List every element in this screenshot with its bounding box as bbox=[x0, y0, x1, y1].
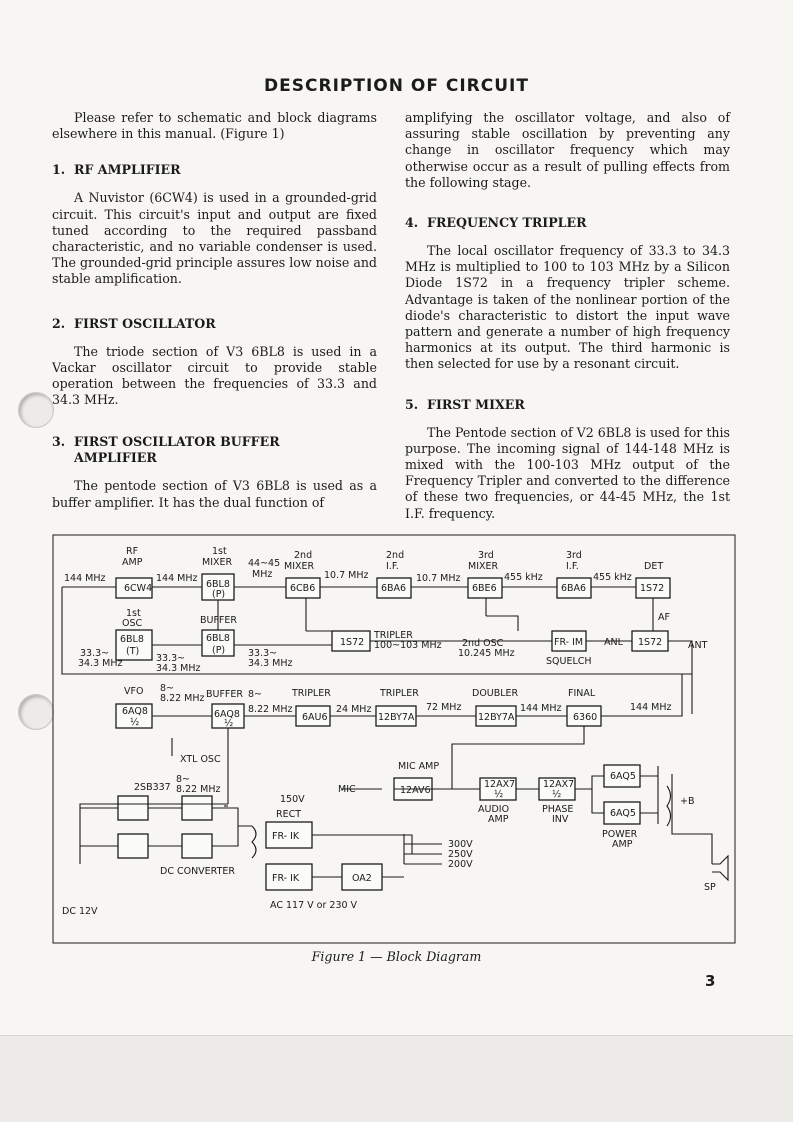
svg-text:ANT: ANT bbox=[688, 640, 708, 651]
svg-text:RECT: RECT bbox=[276, 809, 302, 820]
block-diagram bbox=[52, 534, 736, 944]
section-body: A Nuvistor (6CW4) is used in a grounded-grid circuit. This circuit's input and output are fixed tuned according to the required passband characteristic, and no variable condenser is used. The grounded-grid principle assures low noise and stable amplification. bbox=[52, 190, 377, 287]
svg-text:ANL: ANL bbox=[604, 637, 623, 648]
svg-text:6AU6: 6AU6 bbox=[302, 712, 328, 723]
svg-text:OA2: OA2 bbox=[352, 873, 372, 884]
svg-text:AUDIO: AUDIO bbox=[478, 804, 510, 815]
svg-text:34.3 MHz: 34.3 MHz bbox=[156, 663, 201, 674]
section-heading: 2. FIRST OSCILLATOR bbox=[52, 315, 216, 331]
svg-text:AF: AF bbox=[658, 612, 670, 623]
svg-text:1st: 1st bbox=[126, 608, 141, 619]
svg-text:6AQ8: 6AQ8 bbox=[214, 709, 240, 720]
svg-text:8~: 8~ bbox=[160, 683, 175, 694]
page-title: DESCRIPTION OF CIRCUIT bbox=[264, 76, 529, 96]
svg-text:TRIPLER: TRIPLER bbox=[292, 688, 331, 699]
svg-text:6AQ5: 6AQ5 bbox=[610, 771, 636, 782]
section-body: The local oscillator frequency of 33.3 to 34.3 MHz is multiplied to 100 to 103 MHz by a Silicon Diode 1S72 in a frequency tripler scheme. Advantage is taken of the nonlinear portion of the diode's characteristic to distort the input wave pattern and generate a number of high frequency harmonics at its output. The third harmonic is then selected for use by a resonant circuit. bbox=[405, 243, 730, 372]
right-column bbox=[405, 110, 730, 536]
svg-text:½: ½ bbox=[494, 789, 504, 800]
svg-text:8.22 MHz: 8.22 MHz bbox=[248, 704, 293, 715]
svg-text:DC CONVERTER: DC CONVERTER bbox=[160, 866, 236, 877]
svg-text:1st: 1st bbox=[212, 546, 227, 557]
svg-text:34.3 MHz: 34.3 MHz bbox=[248, 658, 293, 669]
svg-text:12AX7: 12AX7 bbox=[543, 779, 575, 790]
svg-text:AMP: AMP bbox=[122, 557, 143, 568]
svg-text:FR- IK: FR- IK bbox=[272, 831, 300, 842]
svg-text:3rd: 3rd bbox=[566, 550, 582, 561]
svg-text:6BA6: 6BA6 bbox=[561, 583, 587, 594]
svg-text:10.7 MHz: 10.7 MHz bbox=[416, 573, 461, 584]
svg-text:12AV6: 12AV6 bbox=[400, 785, 431, 796]
svg-text:34.3 MHz: 34.3 MHz bbox=[78, 658, 123, 669]
svg-text:6AQ8: 6AQ8 bbox=[122, 706, 148, 717]
svg-text:INV: INV bbox=[552, 814, 569, 825]
svg-text:BUFFER: BUFFER bbox=[206, 689, 244, 700]
svg-text:MIC: MIC bbox=[338, 784, 356, 795]
svg-text:6BL8: 6BL8 bbox=[206, 579, 230, 590]
svg-text:½: ½ bbox=[224, 718, 234, 729]
svg-text:6CB6: 6CB6 bbox=[290, 583, 316, 594]
svg-text:MIXER: MIXER bbox=[202, 557, 233, 568]
svg-text:½: ½ bbox=[552, 789, 562, 800]
svg-text:I.F.: I.F. bbox=[386, 561, 399, 572]
svg-text:144 MHz: 144 MHz bbox=[630, 702, 672, 713]
svg-text:TRIPLER: TRIPLER bbox=[374, 630, 413, 641]
punch-hole bbox=[18, 694, 54, 730]
svg-text:½: ½ bbox=[130, 717, 140, 728]
svg-text:6BE6: 6BE6 bbox=[472, 583, 497, 594]
svg-text:33.3~: 33.3~ bbox=[80, 648, 110, 659]
svg-text:PHASE: PHASE bbox=[542, 804, 574, 815]
svg-text:2nd: 2nd bbox=[386, 550, 405, 561]
svg-text:300V: 300V bbox=[448, 839, 473, 850]
section-heading: 5. FIRST MIXER bbox=[405, 396, 525, 412]
svg-text:MHz: MHz bbox=[252, 569, 273, 580]
svg-text:6AQ5: 6AQ5 bbox=[610, 808, 636, 819]
intro-paragraph: Please refer to schematic and block diagrams elsewhere in this manual. (Figure 1) bbox=[52, 110, 377, 142]
svg-text:2nd OSC: 2nd OSC bbox=[462, 638, 504, 649]
svg-text:200V: 200V bbox=[448, 859, 473, 870]
svg-text:6BL8: 6BL8 bbox=[120, 634, 144, 645]
section-body: The pentode section of V3 6BL8 is used as a buffer amplifier. It has the dual function of bbox=[52, 478, 377, 510]
svg-text:OSC: OSC bbox=[122, 618, 143, 629]
svg-text:44~45: 44~45 bbox=[248, 558, 281, 569]
svg-text:6360: 6360 bbox=[573, 712, 598, 723]
svg-text:150V: 150V bbox=[280, 794, 305, 805]
svg-text:(T): (T) bbox=[126, 646, 140, 657]
svg-text:144 MHz: 144 MHz bbox=[64, 573, 106, 584]
svg-text:VFO: VFO bbox=[124, 686, 144, 697]
svg-text:3rd: 3rd bbox=[478, 550, 494, 561]
svg-text:(P): (P) bbox=[212, 645, 226, 656]
svg-text:POWER: POWER bbox=[602, 829, 638, 840]
svg-text:XTL OSC: XTL OSC bbox=[180, 754, 221, 765]
svg-text:AC 117 V or 230 V: AC 117 V or 230 V bbox=[270, 900, 358, 911]
svg-text:8~: 8~ bbox=[248, 689, 263, 700]
svg-text:8~: 8~ bbox=[176, 774, 191, 785]
svg-text:33.3~: 33.3~ bbox=[248, 648, 278, 659]
svg-text:SP: SP bbox=[704, 882, 716, 893]
section-heading: 3. FIRST OSCILLATOR BUFFER AMPLIFIER bbox=[52, 434, 280, 466]
svg-text:2nd: 2nd bbox=[294, 550, 313, 561]
svg-text:1S72: 1S72 bbox=[640, 583, 665, 594]
svg-text:FINAL: FINAL bbox=[568, 688, 596, 699]
svg-text:(P): (P) bbox=[212, 589, 226, 600]
continued-paragraph: amplifying the oscillator voltage, and also of assuring stable oscillation by preventing any change in oscillator frequency which may otherwise occur as a result of pulling effects from the following stage. bbox=[405, 110, 730, 190]
page-number: 3 bbox=[705, 972, 716, 990]
svg-text:1S72: 1S72 bbox=[340, 637, 365, 648]
svg-text:MIC AMP: MIC AMP bbox=[398, 761, 440, 772]
section-heading: 1. RF AMPLIFIER bbox=[52, 162, 181, 178]
svg-text:72 MHz: 72 MHz bbox=[426, 702, 462, 713]
section-body: The Pentode section of V2 6BL8 is used for this purpose. The incoming signal of 144-148 MHz is mixed with the 100-103 MHz output of the Frequency Tripler and converted to the difference of these two frequencies, or 44-45 MHz, the 1st I.F. frequency. bbox=[405, 424, 730, 521]
svg-text:12AX7: 12AX7 bbox=[484, 779, 516, 790]
svg-text:SQUELCH: SQUELCH bbox=[546, 656, 592, 667]
svg-text:AMP: AMP bbox=[488, 814, 509, 825]
left-column bbox=[52, 110, 377, 525]
svg-text:144 MHz: 144 MHz bbox=[520, 703, 562, 714]
svg-text:MIXER: MIXER bbox=[284, 561, 315, 572]
svg-text:DC 12V: DC 12V bbox=[62, 906, 98, 917]
section-body: The triode section of V3 6BL8 is used in a Vackar oscillator circuit to provide stable operation between the frequencies of 33.3 and 34.3 MHz. bbox=[52, 343, 377, 408]
svg-text:455 kHz: 455 kHz bbox=[593, 572, 632, 583]
svg-text:DOUBLER: DOUBLER bbox=[472, 688, 519, 699]
svg-text:DET: DET bbox=[644, 561, 664, 572]
svg-text:455 kHz: 455 kHz bbox=[504, 572, 543, 583]
svg-text:I.F.: I.F. bbox=[566, 561, 579, 572]
svg-text:TRIPLER: TRIPLER bbox=[380, 688, 419, 699]
svg-text:10.7 MHz: 10.7 MHz bbox=[324, 570, 369, 581]
svg-text:8.22 MHz: 8.22 MHz bbox=[176, 784, 221, 795]
section-heading: 4. FREQUENCY TRIPLER bbox=[405, 215, 587, 231]
svg-text:250V: 250V bbox=[448, 849, 473, 860]
svg-text:FR- IM: FR- IM bbox=[554, 637, 584, 648]
svg-text:6BA6: 6BA6 bbox=[381, 583, 407, 594]
svg-text:100~103 MHz: 100~103 MHz bbox=[374, 640, 442, 651]
svg-text:BUFFER: BUFFER bbox=[200, 615, 238, 626]
svg-text:12BY7A: 12BY7A bbox=[378, 712, 415, 723]
svg-text:12BY7A: 12BY7A bbox=[478, 712, 515, 723]
svg-text:6BL8: 6BL8 bbox=[206, 633, 230, 644]
figure-caption: Figure 1 — Block Diagram bbox=[311, 949, 482, 964]
svg-text:10.245 MHz: 10.245 MHz bbox=[458, 648, 515, 659]
svg-text:+B: +B bbox=[680, 796, 695, 807]
punch-hole bbox=[18, 392, 54, 428]
svg-text:2SB337: 2SB337 bbox=[134, 782, 171, 793]
svg-text:6CW4: 6CW4 bbox=[124, 583, 153, 594]
svg-text:24 MHz: 24 MHz bbox=[336, 704, 372, 715]
svg-text:144 MHz: 144 MHz bbox=[156, 573, 198, 584]
svg-text:33.3~: 33.3~ bbox=[156, 653, 186, 664]
svg-text:RF: RF bbox=[126, 546, 139, 557]
svg-text:MIXER: MIXER bbox=[468, 561, 499, 572]
svg-text:AMP: AMP bbox=[612, 839, 633, 850]
svg-text:FR- IK: FR- IK bbox=[272, 873, 300, 884]
svg-text:1S72: 1S72 bbox=[638, 637, 663, 648]
svg-text:8.22 MHz: 8.22 MHz bbox=[160, 693, 205, 704]
